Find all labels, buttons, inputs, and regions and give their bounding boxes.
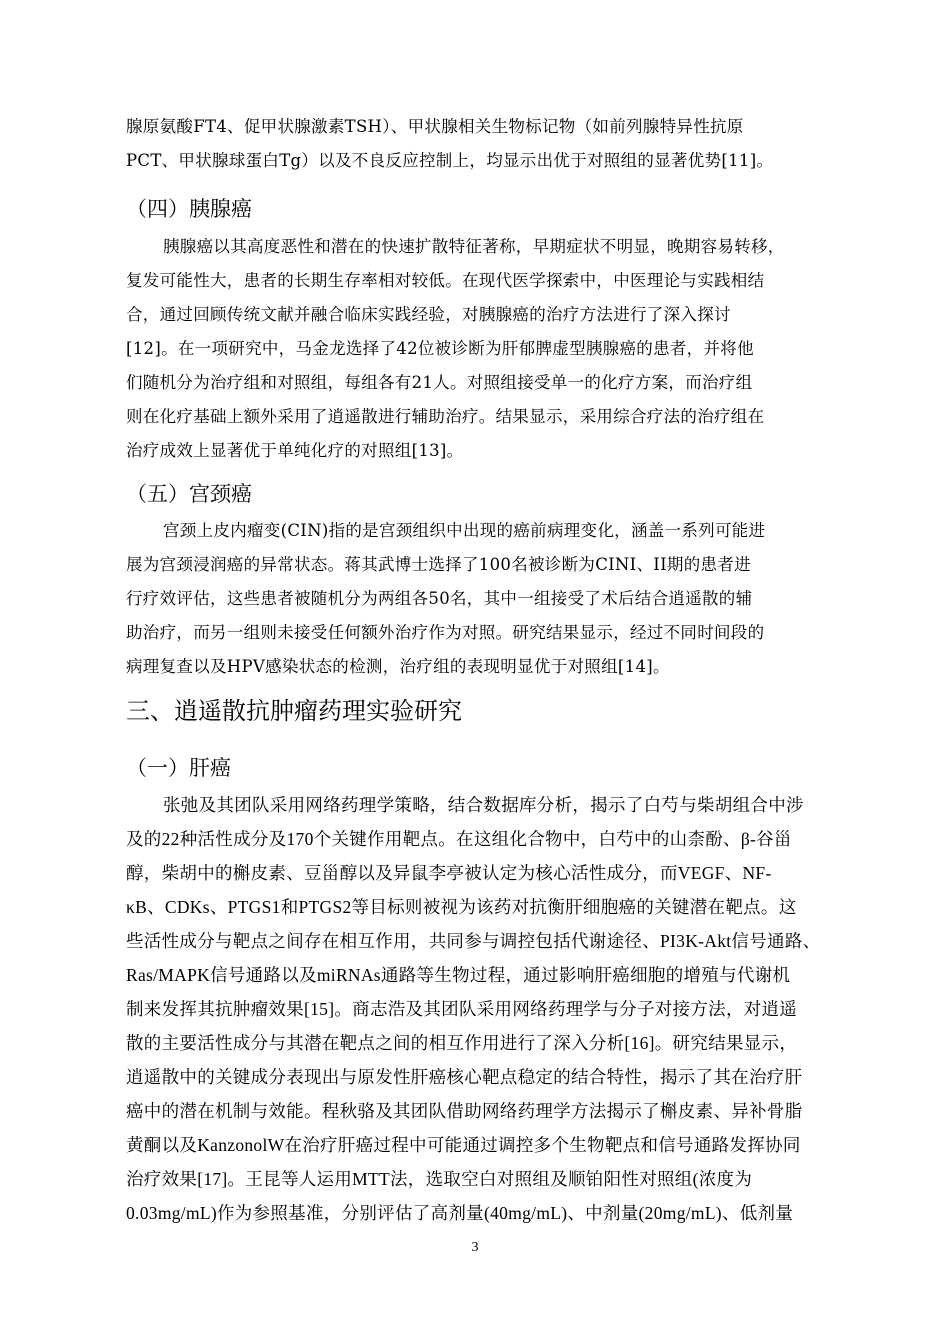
paragraph-line: 治疗成效上显著优于单纯化疗的对照组[13]。: [126, 441, 464, 460]
paragraph-line: 则在化疗基础上额外采用了逍遥散进行辅助治疗。结果显示，采用综合疗法的治疗组在: [126, 407, 765, 426]
section-heading-pancreatic-cancer: （四）胰腺癌: [126, 197, 252, 221]
paragraph-line: 张弛及其团队采用网络药理学策略，结合数据库分析，揭示了白芍与柴胡组合中涉: [163, 795, 804, 815]
paragraph-line: 胰腺癌以其高度恶性和潜在的快速扩散特征著称，早期症状不明显，晚期容易转移，: [163, 237, 785, 256]
paragraph-line: 逍遥散中的关键成分表现出与原发性肝癌核心靶点稳定的结合特性，揭示了其在治疗肝: [126, 1067, 803, 1087]
paragraph-line: 展为宫颈浸润癌的异常状态。蒋其武博士选择了100名被诊断为CINI、II期的患者进: [126, 555, 751, 574]
page-number: 3: [471, 1240, 479, 1255]
section-heading-cervical-cancer: （五）宫颈癌: [126, 482, 252, 506]
paragraph-line: 制来发挥其抗肿瘤效果[15]。商志浩及其团队采用网络药理学与分子对接方法，对逍遥: [126, 999, 798, 1019]
paragraph-line: 癌中的潜在机制与效能。程秋骆及其团队借助网络药理学方法揭示了槲皮素、异补骨脂: [126, 1101, 803, 1121]
paragraph-line: 复发可能性大，患者的长期生存率相对较低。在现代医学探索中，中医理论与实践相结: [126, 271, 765, 290]
paragraph-line: 病理复查以及HPV感染状态的检测，治疗组的表现明显优于对照组[14]。: [126, 657, 670, 676]
paragraph-line: 宫颈上皮内瘤变(CIN)指的是宫颈组织中出现的癌前病理变化，涵盖一系列可能进: [163, 521, 766, 540]
paragraph-line: 黄酮以及KanzonolW在治疗肝癌过程中可能通过调控多个生物靶点和信号通路发挥协同: [126, 1135, 801, 1155]
paragraph-line: 们随机分为治疗组和对照组，每组各有21人。对照组接受单一的化疗方案，而治疗组: [126, 373, 753, 392]
section-heading-liver-cancer: （一）肝癌: [126, 756, 231, 780]
paragraph-line: 助治疗，而另一组则未接受任何额外治疗作为对照。研究结果显示，经过不同时间段的: [126, 623, 765, 642]
paragraph-line: 醇，柴胡中的槲皮素、豆甾醇以及异鼠李亭被认定为核心活性成分，而VEGF、NF-: [126, 863, 772, 883]
paragraph-line: [12]。在一项研究中，马金龙选择了42位被诊断为肝郁脾虚型胰腺癌的患者，并将他: [126, 339, 754, 358]
chapter-heading: 三、逍遥散抗肿瘤药理实验研究: [126, 697, 462, 725]
paragraph-line: PCT、甲状腺球蛋白Tg）以及不良反应控制上，均显示出优于对照组的显著优势[11]。: [126, 151, 774, 170]
paragraph-line: Ras/MAPK信号通路以及miRNAs通路等生物过程，通过影响肝癌细胞的增殖与代谢机: [126, 965, 791, 985]
paragraph-line: 及的22种活性成分及170个关键作用靶点。在这组化合物中，白芍中的山柰酚、β-谷甾: [126, 829, 792, 849]
paragraph-line: 些活性成分与靶点之间存在相互作用，共同参与调控包括代谢途径、PI3K-Akt信号通路、: [126, 931, 821, 951]
paragraph-line: 合，通过回顾传统文献并融合临床实践经验，对胰腺癌的治疗方法进行了深入探讨: [126, 305, 731, 324]
paragraph-line: κB、CDKs、PTGS1和PTGS2等目标则被视为该药对抗衡肝细胞癌的关键潜在靶点。这: [126, 897, 797, 917]
paragraph-line: 腺原氨酸FT4、促甲状腺激素TSH）、甲状腺相关生物标记物（如前列腺特异性抗原: [126, 117, 744, 136]
paragraph-line: 行疗效评估，这些患者被随机分为两组各50名，其中一组接受了术后结合逍遥散的辅: [126, 589, 753, 608]
paragraph-line: 0.03mg/mL)作为参照基准，分别评估了高剂量(40mg/mL)、中剂量(20mg/mL)、低剂量: [126, 1203, 794, 1223]
paragraph-line: 治疗效果[17]。王昆等人运用MTT法，选取空白对照组及顺铂阳性对照组(浓度为: [126, 1169, 753, 1189]
paragraph-line: 散的主要活性成分与其潜在靶点之间的相互作用进行了深入分析[16]。研究结果显示，: [126, 1033, 798, 1053]
